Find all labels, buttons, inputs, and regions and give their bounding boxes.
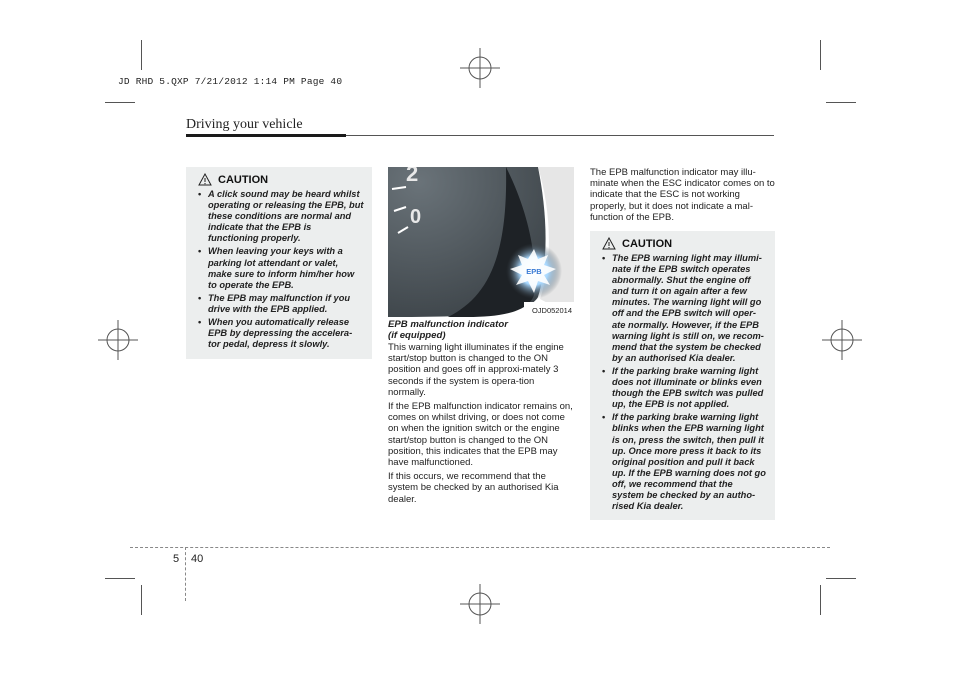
title-underline-thick (186, 134, 346, 137)
registration-mark-left (98, 320, 138, 360)
paragraph: If this occurs, we recommend that the system be checked by an authorised Kia dealer. (388, 471, 559, 505)
paragraph: If the EPB malfunction indicator remains on, comes on whilst driving, or does not come on when the ignition switch or the engine start/stop button is changed to the ON position, this indicates that the EPB may have malfunctioned. (388, 401, 573, 469)
paragraph: This warning light illuminates if the engine start/stop button is changed to the ON position and goes off in approxi-mately 3 seconds if the system is opera-tion normally. (388, 342, 564, 398)
caution-item: • The EPB warning light may illumi-nate if the EPB switch operates abnormally. Shut the engine off and turn it on again after a few minutes. The warning light will go off and the EPB switch will oper-ate normally. However, if the EPB warning light is still on, we recom-mend that the system be checked by an authorised Kia dealer. (602, 253, 767, 364)
caution-list (198, 189, 364, 350)
right-column-paragraph (590, 167, 776, 226)
gauge-illustration (388, 167, 574, 317)
caution-item: • A click sound may be heard whilst operating or releasing the EPB, but these conditions are normal and indicate that the EPB is functioning properly. (198, 189, 364, 244)
caution-list (602, 253, 767, 512)
caution-heading: CAUTION (218, 173, 269, 186)
print-slug: JD RHD 5.QXP 7/21/2012 1:14 PM Page 40 (118, 76, 343, 87)
title-underline-thin (346, 135, 774, 136)
warning-triangle-icon (602, 237, 616, 250)
caution-box-right (590, 231, 775, 520)
subheading-if-equipped: (if equipped) (388, 330, 446, 341)
section-title: Driving your vehicle (186, 117, 303, 132)
caution-item: • If the parking brake warning light blinks when the EPB warning light is on, press the switch, then pull it up. Once more press it back to its original position and pull it back up. If the EPB warning does not go off, we recommend that the system be checked by an autho-rised Kia dealer. (602, 412, 767, 512)
caution-item: • The EPB may malfunction if you drive with the EPB applied. (198, 293, 364, 315)
footer-rule (130, 547, 830, 548)
figure-code: OJD052014 (531, 306, 572, 315)
page-number: 40 (191, 553, 204, 565)
caution-item: • When leaving your keys with a parking lot attendant or valet, make sure to inform him/her how to operate the EPB. (198, 246, 364, 290)
epb-indicator-label: EPB (526, 267, 542, 276)
caution-item: • If the parking brake warning light does not illuminate or blinks even though the EPB switch was pulled up, the EPB is not applied. (602, 366, 767, 410)
epb-gauge-figure (388, 167, 574, 317)
middle-column (388, 319, 574, 508)
registration-mark-right (822, 320, 862, 360)
subheading-indicator: EPB malfunction indicator (388, 319, 508, 330)
registration-mark-top (460, 48, 500, 88)
chapter-number: 5 (173, 553, 180, 565)
warning-triangle-icon (198, 173, 212, 186)
paragraph: The EPB malfunction indicator may illu-minate when the ESC indicator comes on to indicate that the ESC is not working properly, but it does not indicate a mal-function of the EPB. (590, 167, 775, 223)
gauge-number-2: 2 (406, 167, 419, 186)
gauge-number-0: 0 (410, 206, 422, 228)
caution-item: • When you automatically release EPB by depressing the accelera-tor pedal, depress it slowly. (198, 317, 364, 350)
caution-heading: CAUTION (622, 237, 673, 250)
caution-box-left (186, 167, 372, 359)
footer-divider (185, 547, 186, 601)
registration-mark-bottom (460, 584, 500, 624)
